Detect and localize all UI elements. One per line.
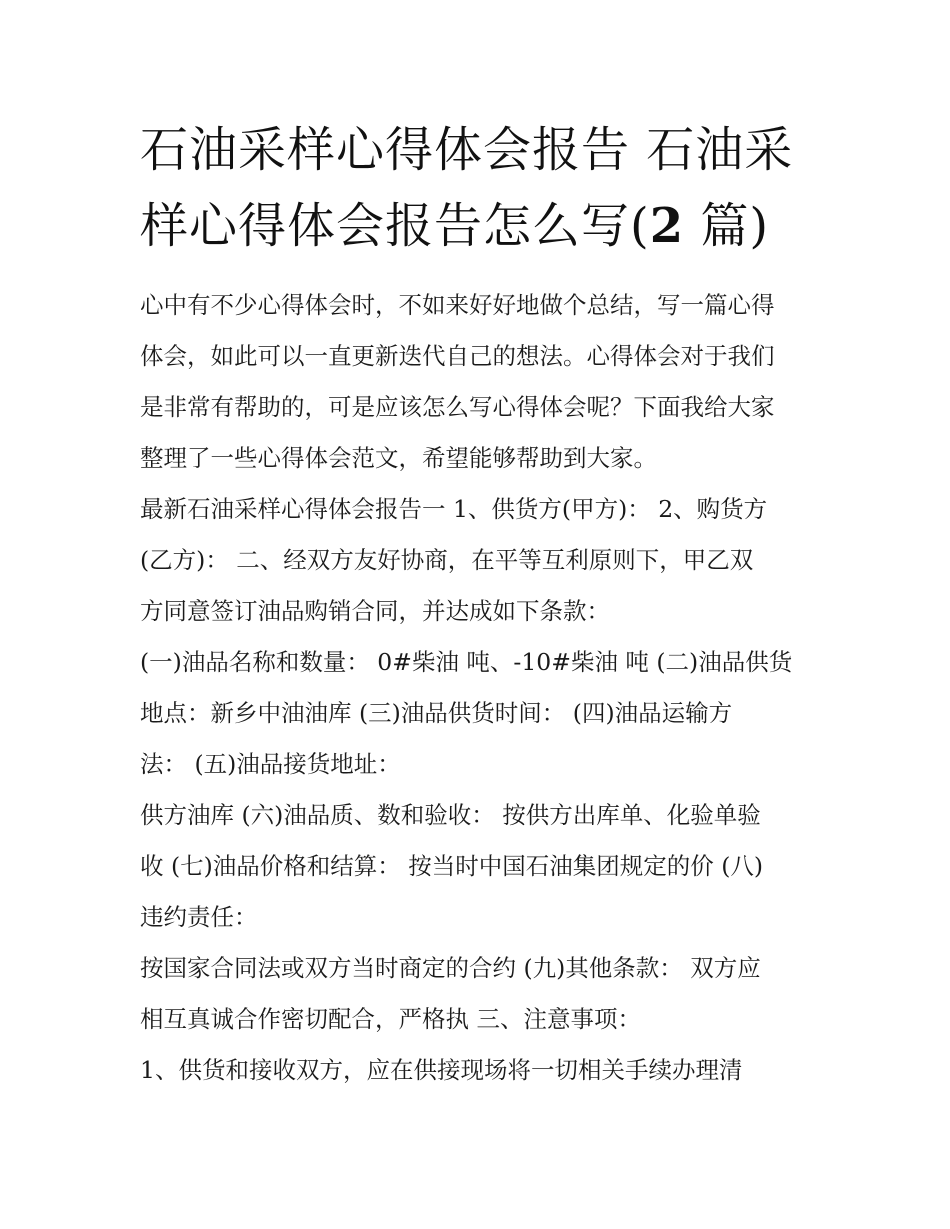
title-line-1: 石油采样心得体会报告 石油采 xyxy=(140,122,794,178)
body-line: (一)油品名称和数量： 0#柴油 吨、-10#柴油 吨 (二)油品供货 xyxy=(140,648,793,676)
title-article-count: 2 xyxy=(649,198,685,254)
body-line: 收 (七)油品价格和结算： 按当时中国石油集团规定的价 (八) xyxy=(140,852,764,880)
body-line: 是非常有帮助的，可是应该怎么写心得体会呢？下面我给大家 xyxy=(140,393,775,421)
title-line-2 xyxy=(140,188,820,264)
body-line: 整理了一些心得体会范文，希望能够帮助到大家。 xyxy=(140,444,657,472)
body-line: 方同意签订油品购销合同，并达成如下条款： xyxy=(140,597,610,625)
body-line: 1、供货和接收双方，应在供接现场将一切相关手续办理清 xyxy=(140,1056,743,1084)
body-line: 法： (五)油品接货地址： xyxy=(140,750,401,778)
title-line-2-text: 样心得体会报告怎么写( xyxy=(140,198,650,254)
body-line: 体会，如此可以一直更新迭代自己的想法。心得体会对于我们 xyxy=(140,342,775,370)
body-line: 违约责任： xyxy=(140,903,258,931)
title-line-2-suffix: 篇) xyxy=(684,198,770,254)
document-title xyxy=(140,112,820,264)
body-line: (乙方)： 二、经双方友好协商，在平等互利原则下，甲乙双 xyxy=(140,546,754,574)
document-body xyxy=(140,280,820,1096)
body-line: 心中有不少心得体会时，不如来好好地做个总结，写一篇心得 xyxy=(140,291,775,319)
body-line: 相互真诚合作密切配合，严格执 三、注意事项： xyxy=(140,1005,641,1033)
body-line: 地点：新乡中油油库 (三)油品供货时间： (四)油品运输方 xyxy=(140,699,733,727)
body-line: 按国家合同法或双方当时商定的合约 (九)其他条款： 双方应 xyxy=(140,954,761,982)
body-line: 供方油库 (六)油品质、数和验收： 按供方出库单、化验单验 xyxy=(140,801,761,829)
body-line: 最新石油采样心得体会报告一 1、供货方(甲方)： 2、购货方 xyxy=(140,495,768,523)
